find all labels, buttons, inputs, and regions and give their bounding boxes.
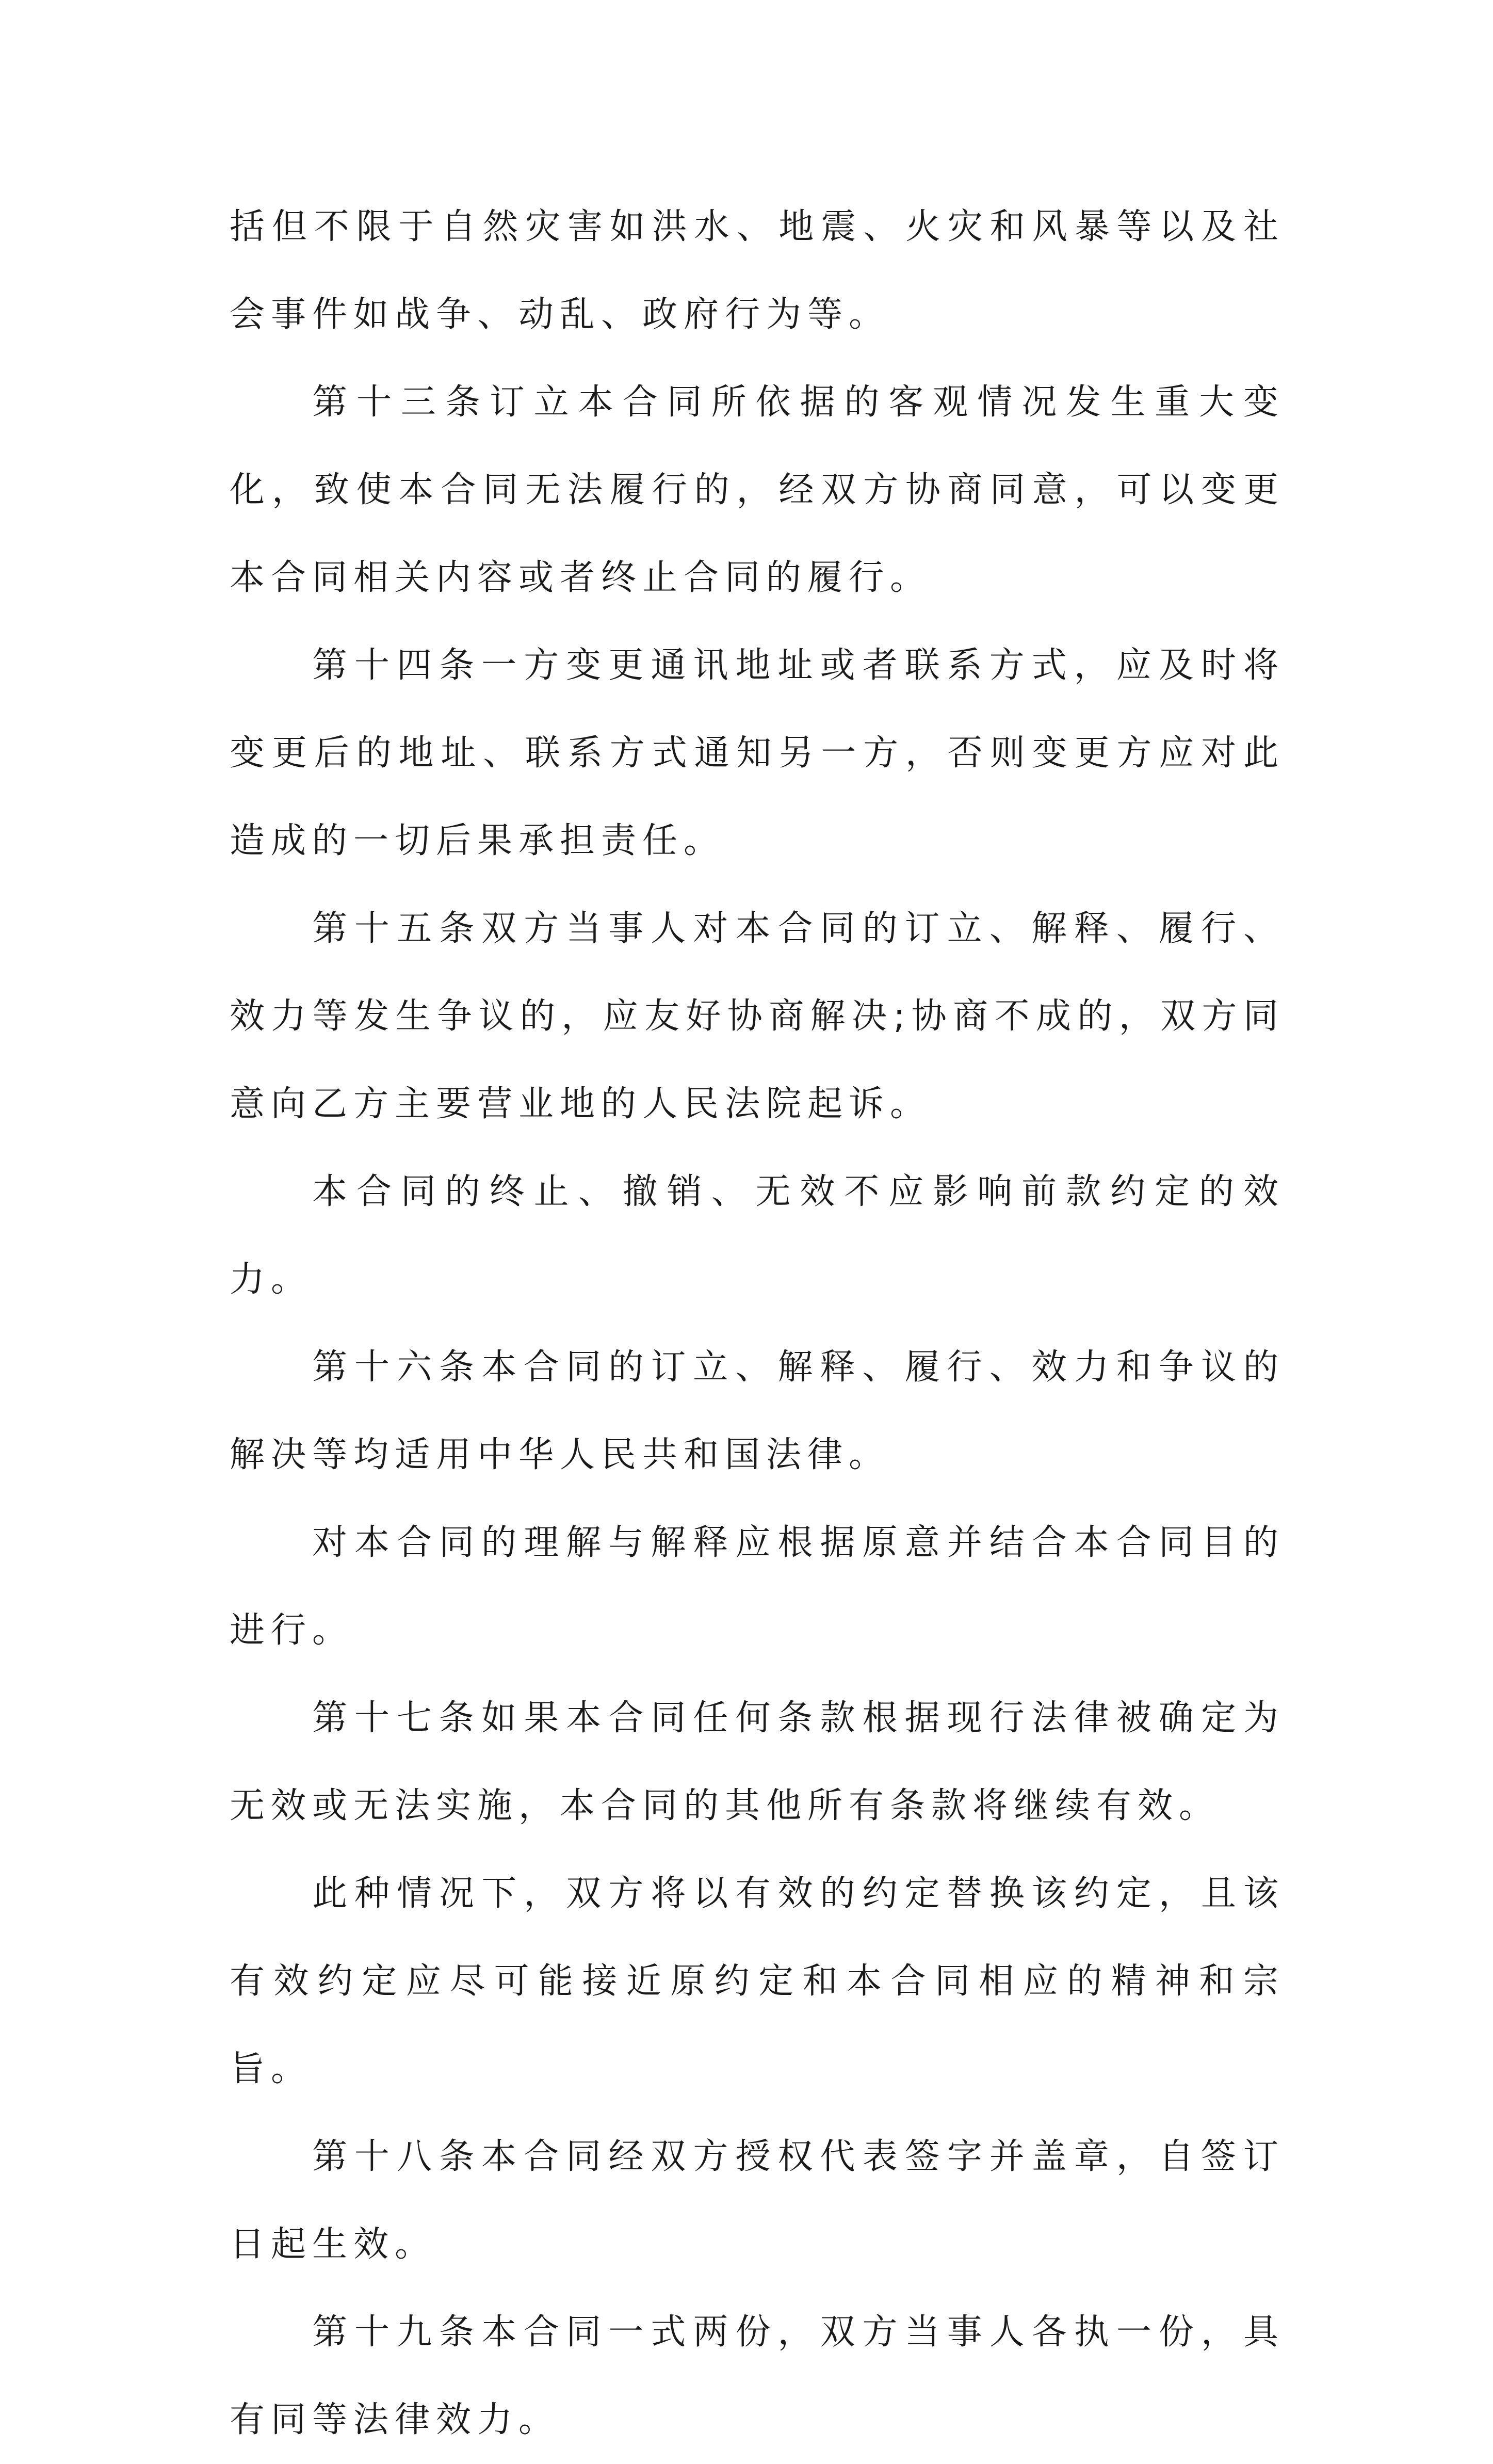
paragraph-article-18: 第十八条本合同经双方授权代表签字并盖章，自签订日起生效。 <box>230 2136 1285 2265</box>
paragraph-article-16-clause: 对本合同的理解与解释应根据原意并结合本合同目的进行。 <box>230 1522 1285 1651</box>
paragraph-article-17: 第十七条如果本合同任何条款根据现行法律被确定为无效或无法实施，本合同的其他所有条款将继续有效。 <box>230 1698 1285 1826</box>
paragraph-force-majeure-continued: 括但不限于自然灾害如洪水、地震、火灾和风暴等以及社会事件如战争、动乱、政府行为等。 <box>230 206 1285 335</box>
paragraph-article-13: 第十三条订立本合同所依据的客观情况发生重大变化，致使本合同无法履行的，经双方协商同意，可以变更本合同相关内容或者终止合同的履行。 <box>230 382 1285 598</box>
paragraph-article-16: 第十六条本合同的订立、解释、履行、效力和争议的解决等均适用中华人民共和国法律。 <box>230 1347 1285 1475</box>
paragraph-article-17-clause: 此种情况下，双方将以有效的约定替换该约定，且该有效约定应尽可能接近原约定和本合同相应的精神和宗旨。 <box>230 1873 1285 2089</box>
paragraph-article-19: 第十九条本合同一式两份，双方当事人各执一份，具有同等法律效力。 <box>230 2312 1285 2440</box>
document-body <box>230 183 1285 2464</box>
paragraph-article-15: 第十五条双方当事人对本合同的订立、解释、履行、效力等发生争议的，应友好协商解决;协商不成的，双方同意向乙方主要营业地的人民法院起诉。 <box>230 908 1285 1124</box>
paragraph-article-14: 第十四条一方变更通讯地址或者联系方式，应及时将变更后的地址、联系方式通知另一方，否则变更方应对此造成的一切后果承担责任。 <box>230 645 1285 861</box>
paragraph-article-15-clause: 本合同的终止、撤销、无效不应影响前款约定的效力。 <box>230 1171 1285 1300</box>
